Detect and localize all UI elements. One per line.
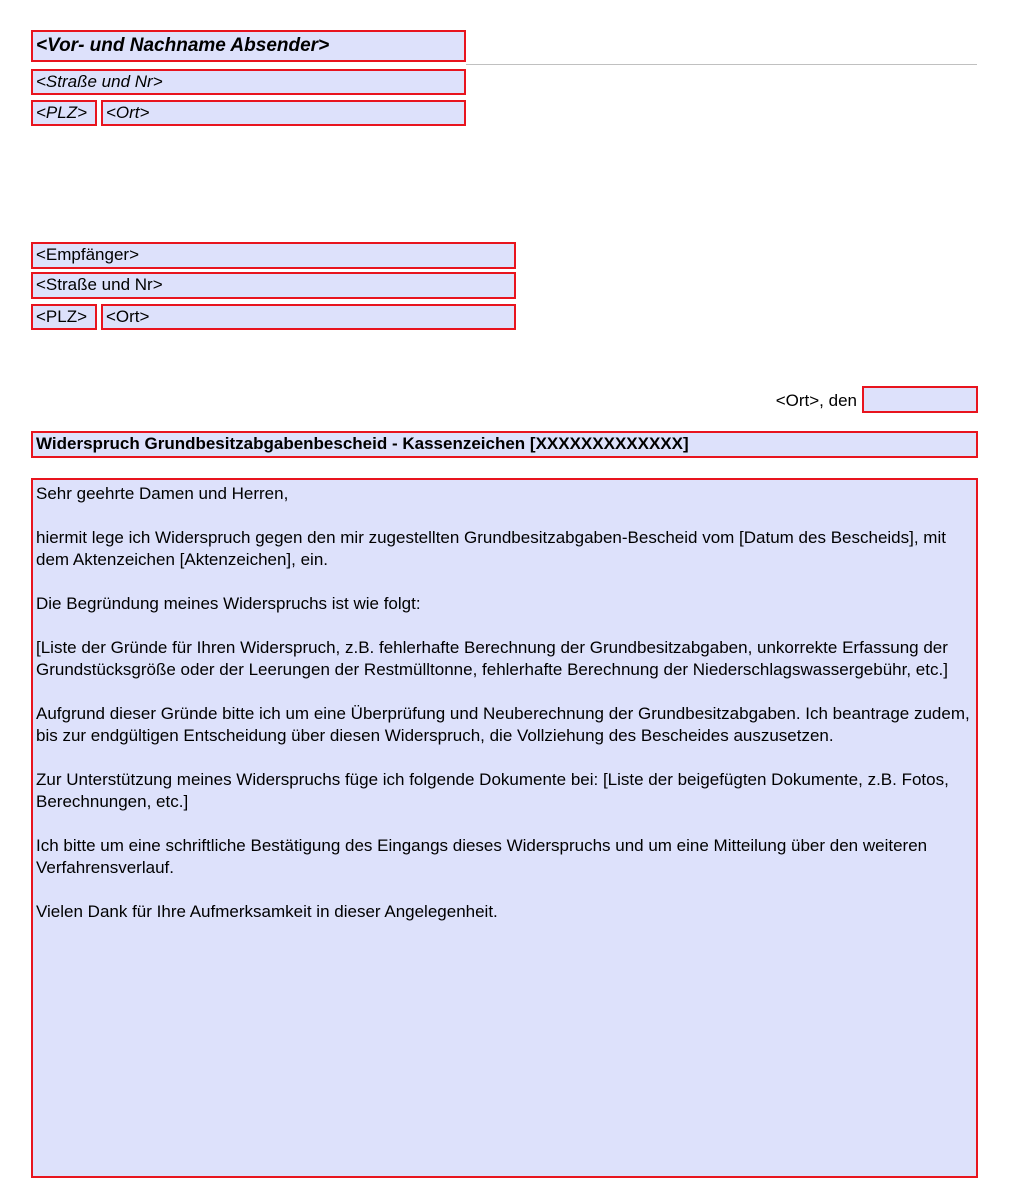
recipient-name-field[interactable]: <Empfänger> — [31, 242, 516, 269]
recipient-zip-field[interactable]: <PLZ> — [31, 304, 97, 330]
letter-body-field[interactable] — [31, 478, 978, 1178]
body-paragraph: [Liste der Gründe für Ihren Widerspruch, z.B. fehlerhafte Berechnung der Grundbesitzabgaben, unkorrekte Erfassung der Grundstücksgröße oder der Leerungen der Restmülltonne, fehlerhafte Berechnung der Niederschlagswassergebühr, etc.] — [36, 638, 948, 679]
subject-field[interactable]: Widerspruch Grundbesitzabgabenbescheid - Kassenzeichen [XXXXXXXXXXXXX] — [31, 431, 978, 458]
body-paragraph: Sehr geehrte Damen und Herren, — [36, 484, 289, 503]
body-paragraph: hiermit lege ich Widerspruch gegen den mir zugestellten Grundbesitzabgaben-Bescheid vom [Datum des Bescheids], mit dem Aktenzeichen [Aktenzeichen], ein. — [36, 528, 946, 569]
sender-zip-field[interactable]: <PLZ> — [31, 100, 97, 126]
date-place-label: <Ort>, den — [775, 391, 857, 410]
recipient-city-field[interactable]: <Ort> — [101, 304, 516, 330]
sender-separator-line — [466, 64, 977, 65]
body-paragraph: Aufgrund dieser Gründe bitte ich um eine Überprüfung und Neuberechnung der Grundbesitzabgaben. Ich beantrage zudem, bis zur endgültigen Entscheidung über diesen Widerspruch, die Vollziehung des Bescheides auszusetzen. — [36, 704, 970, 745]
sender-name-field[interactable]: <Vor- und Nachname Absender> — [31, 30, 466, 62]
date-field[interactable] — [862, 386, 978, 413]
body-paragraph: Vielen Dank für Ihre Aufmerksamkeit in dieser Angelegenheit. — [36, 902, 498, 921]
body-paragraph: Ich bitte um eine schriftliche Bestätigung des Eingangs dieses Widerspruchs und um eine Mitteilung über den weiteren Verfahrensverlauf. — [36, 836, 928, 877]
body-paragraph: Zur Unterstützung meines Widerspruchs füge ich folgende Dokumente bei: [Liste der beigefügten Dokumente, z.B. Fotos, Berechnungen, etc.] — [36, 770, 949, 811]
sender-street-field[interactable]: <Straße und Nr> — [31, 69, 466, 95]
sender-city-field[interactable]: <Ort> — [101, 100, 466, 126]
body-paragraph: Die Begründung meines Widerspruchs ist wie folgt: — [36, 594, 421, 613]
recipient-street-field[interactable]: <Straße und Nr> — [31, 272, 516, 299]
